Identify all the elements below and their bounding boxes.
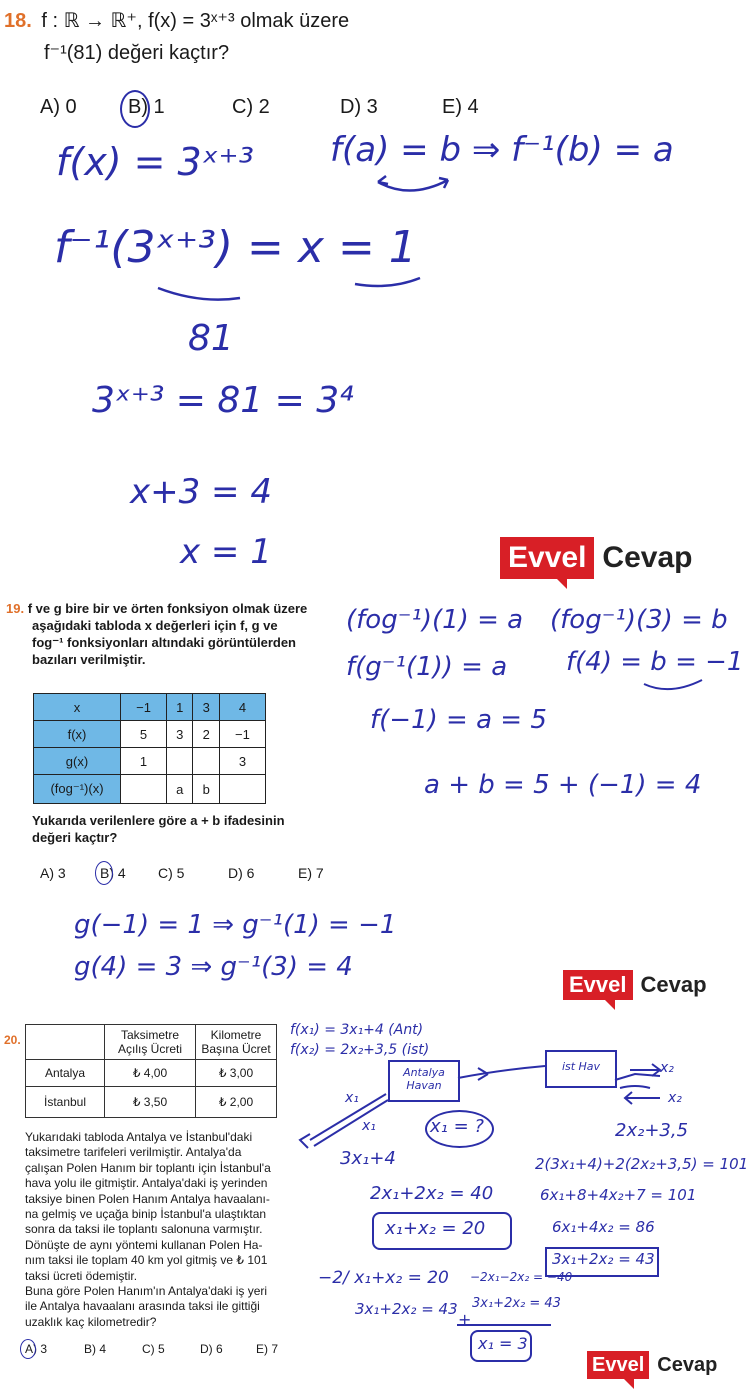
table-cell [219,775,265,804]
q19-work-5: f(−1) = a = 5 [370,705,547,735]
table-cell: 1 [121,748,167,775]
q20-line: çalışan Polen Hanım bir toplantı için İstanbul'a [25,1160,271,1175]
q20-work-eq1: 2(3x₁+4)+2(2x₂+3,5) = 101 [535,1155,748,1173]
table-cell: 1 [167,694,193,721]
table-cell: 3 [167,721,193,748]
q19-work-4: f(4) = b = −1 [566,647,744,677]
table-header: Taksimetre Açılış Ücreti [105,1025,196,1060]
table-cell: −1 [219,721,265,748]
evvelcevap-logo-2 [563,970,707,1000]
q20-line: ile Antalya havaalanı arasında taksi ile gittiği [25,1299,260,1314]
q18-number: 18. [4,10,32,32]
table-cell: (fog⁻¹)(x) [34,775,121,804]
logo-red-block: Evvel [587,1351,649,1379]
q18-choice-b[interactable]: B) 1 [128,96,165,118]
q20-work-elim2: 3x₁+2x₂ = 43 [355,1300,458,1318]
table-cell: a [167,775,193,804]
q20-line: na gelmiş ve uçağa binip İstanbul'a ulaştıktan [25,1207,267,1222]
q19-number: 19. [6,601,25,616]
q20-choice-a[interactable]: A) 3 [25,1342,48,1356]
q19-work-6: a + b = 5 + (−1) = 4 [424,770,702,800]
q20-line: sonra da taksi ile toplantı salonuna varmıştır. [25,1222,263,1237]
q18-work-6: x+3 = 4 [130,472,272,512]
table-cell: ₺ 2,00 [196,1087,277,1118]
q20-work-eq2: 6x₁+8+4x₂+7 = 101 [540,1186,697,1204]
evvelcevap-logo-1 [500,537,692,579]
q18-answer-circle [120,90,150,128]
table-row [26,1025,277,1060]
table-row [34,775,266,804]
q20-work-q: x₁ = ? [430,1116,484,1137]
q18-work-7: x = 1 [180,532,272,572]
logo-red-block: Evvel [500,537,594,579]
q20-line: Yukarıdaki tabloda Antalya ve İstanbul'daki [25,1130,253,1144]
q19-answer-circle [95,861,113,885]
q20-work-eq4: 3x₁+2x₂ = 43 [552,1250,655,1268]
table-cell [121,775,167,804]
table-row [26,1060,277,1087]
q18-work-2: f(a) = b ⇒ f⁻¹(b) = a [330,130,674,170]
q18-choice-d[interactable]: D) 3 [340,96,378,118]
q20-line: taksimetre tarifeleri verilmiştir. Antalya'da [25,1145,242,1160]
q20-work-sum2: x₁+x₂ = 20 [385,1218,486,1239]
table-cell: −1 [121,694,167,721]
q19-text-line2: aşağıdaki tabloda x değerleri için f, g ve [32,618,278,633]
table-cell: 3 [219,748,265,775]
table-cell: x [34,694,121,721]
q18-work-3: f⁻¹(3ˣ⁺³) = x = 1 [54,222,417,273]
q19-choice-e[interactable]: E) 7 [298,865,324,881]
table-cell: f(x) [34,721,121,748]
table-row [34,694,266,721]
table-header: Kilometre Başına Ücret [196,1025,277,1060]
q18-line2: f⁻¹(81) değeri kaçtır? [44,42,230,64]
q20-work-x1-left2: x₁ [362,1118,376,1134]
q18-line1: f : ℝ → ℝ⁺, f(x) = 3ˣ⁺³ olmak üzere [41,10,350,32]
table-cell: ₺ 3,00 [196,1060,277,1087]
q19-question-line1: Yukarıda verilenlere göre a + b ifadesinin [32,813,285,828]
q20-work-elim4: 3x₁+2x₂ = 43 [472,1296,561,1311]
q20-choice-b[interactable]: B) 4 [84,1342,107,1356]
q20-work-result: x₁ = 3 [478,1334,528,1353]
q18-work-4: 81 [188,318,234,359]
q20-table [25,1024,277,1118]
q20-choice-d[interactable]: D) 6 [200,1342,223,1356]
table-cell: Antalya [26,1060,105,1087]
q18-underline [150,280,430,310]
q20-work-eq3: 6x₁+4x₂ = 86 [552,1218,655,1236]
q20-work-expr1: 3x₁+4 [340,1148,396,1169]
evvelcevap-logo-3 [587,1351,717,1379]
q20-work-elim3: −2x₁−2x₂ = −40 [470,1270,573,1284]
q20-line: nım taksi ile toplam 40 km yol gitmiş ve ₺ 101 [25,1253,268,1268]
table-cell [193,748,219,775]
q20-line: uzaklık kaç kilometredir? [25,1314,157,1329]
table-cell: İstanbul [26,1087,105,1118]
q19-question [32,812,285,846]
q19-text-line4: bazıları verilmiştir. [32,652,146,667]
q20-work-elim1: −2/ x₁+x₂ = 20 [318,1268,449,1288]
q20-work-f2: f(x₂) = 2x₂+3,5 (ist) [290,1042,430,1058]
q19-choice-b[interactable]: B) 4 [100,865,126,881]
q20-number: 20. [4,1033,21,1047]
q19-work-7: g(−1) = 1 ⇒ g⁻¹(1) = −1 [74,910,397,940]
q20-work-x1-left: x₁ [345,1090,359,1106]
logo-black-text: Cevap [602,541,693,574]
table-cell: 2 [193,721,219,748]
logo-black-text: Cevap [640,972,707,997]
q20-line: Buna göre Polen Hanım'ın Antalya'daki iş yeri [25,1284,268,1299]
q18-work-5: 3ˣ⁺³ = 81 = 3⁴ [92,380,354,421]
q20-work-f1: f(x₁) = 3x₁+4 (Ant) [290,1022,424,1038]
q20-work-expr2: 2x₂+3,5 [615,1120,689,1141]
q19-underline [640,678,710,698]
table-row [34,748,266,775]
q19-text-line3: fog⁻¹ fonksiyonları altındaki görüntülerden [32,635,296,650]
q20-line: Dönüşte de aynı yöntemi kullanan Polen Ha- [25,1237,263,1252]
q20-paragraph [25,1130,295,1330]
q20-work-x2-right2: x₂ [668,1090,682,1106]
q19-work-1: (fog⁻¹)(1) = a [346,605,524,635]
table-cell: 3 [193,694,219,721]
q20-box-antalya-label: Antalya Havan [403,1066,445,1092]
logo-black-text: Cevap [657,1353,718,1376]
table-cell: g(x) [34,748,121,775]
q20-line: taksiye binen Polen Hanım Antalya havaalanı- [25,1191,270,1206]
q20-choice-e[interactable]: E) 7 [256,1342,279,1356]
q20-box-istanbul-label: ist Hav [561,1060,601,1073]
table-cell: 4 [219,694,265,721]
q20-line: hava yolu ile gitmiştir. Antalya'daki iş yerinden [25,1176,268,1191]
q18-swap-arrow [370,170,460,200]
q20-line: taksi ücreti ödemiştir. [25,1268,138,1283]
q19-text [6,600,336,668]
q20-choice-c[interactable]: C) 5 [142,1342,165,1356]
q19-work-2: (fog⁻¹)(3) = b [550,605,728,635]
table-cell [167,748,193,775]
table-cell: 5 [121,721,167,748]
q19-table [33,693,266,804]
q18-choice-c[interactable]: C) 2 [232,96,270,118]
q18-choice-e[interactable]: E) 4 [442,96,479,118]
q19-work-3: f(g⁻¹(1)) = a [346,652,508,682]
q19-work-8: g(4) = 3 ⇒ g⁻¹(3) = 4 [74,952,353,982]
q18-choice-a[interactable]: A) 0 [40,96,77,118]
table-cell: ₺ 3,50 [105,1087,196,1118]
table-cell: b [193,775,219,804]
q19-choice-d[interactable]: D) 6 [228,865,255,881]
table-row [34,721,266,748]
q18-work-1: f(x) = 3ˣ⁺³ [56,140,254,184]
q20-work-x2-right: x₂ [660,1060,674,1076]
table-row [26,1087,277,1118]
q20-work-sum1: 2x₁+2x₂ = 40 [370,1183,494,1204]
q18-header [4,8,349,33]
table-cell [26,1025,105,1060]
logo-red-block: Evvel [563,970,633,1000]
q19-text-line1: f ve g bire bir ve örten fonksiyon olmak üzere [27,601,308,616]
q19-question-line2: değeri kaçtır? [32,830,118,845]
q19-choice-a[interactable]: A) 3 [40,865,66,881]
q20-answer-circle [20,1339,36,1359]
q19-choice-c[interactable]: C) 5 [158,865,185,881]
table-cell: ₺ 4,00 [105,1060,196,1087]
q20-work-plus: + [458,1310,472,1329]
q20-sum-line [455,1322,555,1328]
